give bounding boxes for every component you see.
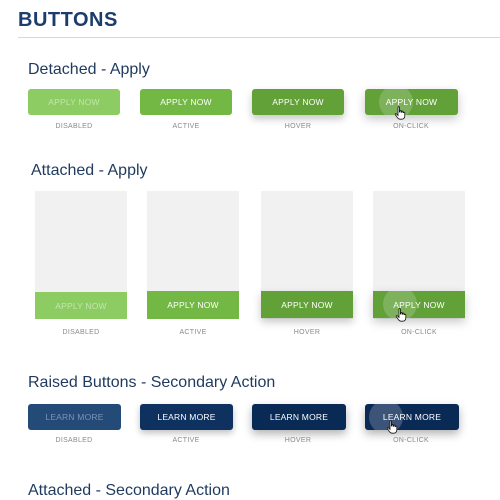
section-heading-raised-secondary: Raised Buttons - Secondary Action [28, 374, 276, 391]
hand-pointer-icon [386, 420, 398, 434]
attached-apply-now-button-hover[interactable]: APPLY NOW [261, 291, 353, 318]
card-disabled [35, 191, 127, 319]
state-label-hover: HOVER [284, 437, 312, 444]
apply-now-button-disabled[interactable]: APPLY NOW [28, 89, 120, 115]
learn-more-button-on-click[interactable]: LEARN MORE [365, 404, 459, 430]
state-label-disabled: DISABLED [55, 437, 93, 444]
learn-more-button-active[interactable]: LEARN MORE [140, 404, 233, 430]
page-title: BUTTONS [18, 9, 118, 31]
state-label-active: ACTIVE [172, 123, 200, 130]
apply-now-button-hover[interactable]: APPLY NOW [252, 89, 344, 115]
state-label-disabled: DISABLED [62, 329, 100, 336]
hand-pointer-icon [394, 106, 406, 120]
card-active [147, 191, 239, 319]
section-heading-detached-apply: Detached - Apply [28, 61, 150, 78]
attached-apply-now-button-active[interactable]: APPLY NOW [147, 291, 239, 319]
hand-pointer-icon [395, 308, 407, 322]
learn-more-button-disabled[interactable]: LEARN MORE [28, 404, 121, 430]
state-label-on-click: ON-CLICK [401, 329, 437, 336]
learn-more-button-hover[interactable]: LEARN MORE [252, 404, 346, 430]
section-heading-attached-secondary: Attached - Secondary Action [28, 482, 230, 499]
title-divider [18, 37, 500, 38]
state-label-hover: HOVER [293, 329, 321, 336]
state-label-on-click: ON-CLICK [393, 437, 429, 444]
attached-apply-now-button-on-click[interactable]: APPLY NOW [373, 291, 465, 318]
apply-now-button-on-click[interactable]: APPLY NOW [365, 89, 458, 115]
state-label-active: ACTIVE [179, 329, 207, 336]
state-label-active: ACTIVE [172, 437, 200, 444]
attached-apply-now-button-disabled[interactable]: APPLY NOW [35, 292, 127, 319]
state-label-on-click: ON-CLICK [393, 123, 429, 130]
apply-now-button-active[interactable]: APPLY NOW [140, 89, 232, 115]
state-label-disabled: DISABLED [55, 123, 93, 130]
section-heading-attached-apply: Attached - Apply [31, 162, 148, 179]
state-label-hover: HOVER [284, 123, 312, 130]
